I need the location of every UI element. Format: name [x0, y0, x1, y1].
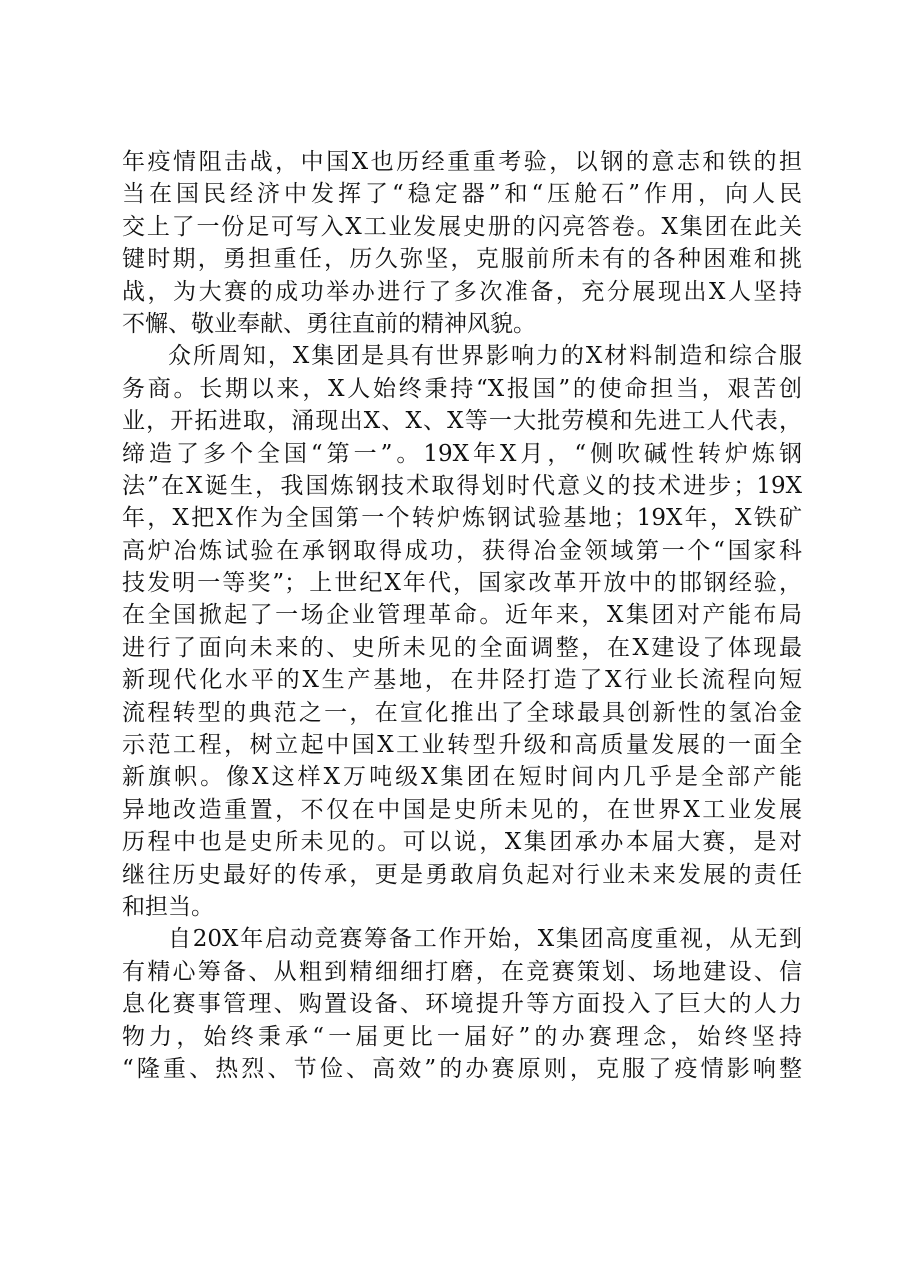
text-line: 技发明一等奖”；上世纪X年代，国家改革开放中的邯钢经验， — [122, 570, 802, 597]
paragraph-1 — [122, 146, 802, 340]
text-line: 示范工程，树立起中国X工业转型升级和高质量发展的一面全 — [122, 732, 802, 759]
text-line: 法”在X诞生，我国炼钢技术取得划时代意义的技术进步；19X — [122, 472, 802, 499]
text-line: 息化赛事管理、购置设备、环境提升等方面投入了巨大的人力 — [122, 991, 802, 1018]
text-line: 当在国民经济中发挥了“稳定器”和“压舱石”作用，向人民 — [122, 181, 802, 208]
text-line: 高炉冶炼试验在承钢取得成功，获得冶金领域第一个“国家科 — [122, 537, 802, 564]
text-line: 在全国掀起了一场企业管理革命。近年来，X集团对产能布局 — [122, 602, 802, 629]
text-line: 自20X年启动竞赛筹备工作开始，X集团高度重视，从无到 — [168, 926, 802, 953]
text-line: 历程中也是史所未见的。可以说，X集团承办本届大赛，是对 — [122, 829, 802, 856]
text-line: 业，开拓进取，涌现出X、X、X等一大批劳模和先进工人代表， — [122, 408, 802, 435]
text-line: 缔造了多个全国“第一”。19X年X月，“侧吹碱性转炉炼钢 — [122, 440, 802, 467]
text-line: 不懈、敬业奉献、勇往直前的精神风貌。 — [122, 310, 536, 337]
text-line: 年，X把X作为全国第一个转炉炼钢试验基地；19X年，X铁矿 — [122, 505, 802, 532]
text-line: 和担当。 — [122, 893, 214, 920]
text-line: 务商。长期以来，X人始终秉持“X报国”的使命担当，艰苦创 — [122, 375, 802, 402]
text-line: 战，为大赛的成功举办进行了多次准备，充分展现出X人坚持 — [122, 278, 802, 305]
text-line: 物力，始终秉承“一届更比一届好”的办赛理念，始终坚持 — [122, 1023, 802, 1050]
text-line: 交上了一份足可写入X工业发展史册的闪亮答卷。X集团在此关 — [122, 213, 802, 240]
text-line: 异地改造重置，不仅在中国是史所未见的，在世界X工业发展 — [122, 796, 802, 823]
text-line: 流程转型的典范之一，在宣化推出了全球最具创新性的氢冶金 — [122, 699, 802, 726]
document-body — [122, 146, 802, 1085]
text-line: 继往历史最好的传承，更是勇敢肩负起对行业未来发展的责任 — [122, 861, 802, 888]
text-line: 进行了面向未来的、史所未见的全面调整，在X建设了体现最 — [122, 634, 802, 661]
text-line: 众所周知，X集团是具有世界影响力的X材料制造和综合服 — [168, 343, 802, 370]
text-line: 新现代化水平的X生产基地，在井陉打造了X行业长流程向短 — [122, 667, 802, 694]
text-line: 新旗帜。像X这样X万吨级X集团在短时间内几乎是全部产能 — [122, 764, 802, 791]
text-line: 有精心筹备、从粗到精细细打磨，在竞赛策划、场地建设、信 — [122, 958, 802, 985]
text-line: 年疫情阻击战，中国X也历经重重考验，以钢的意志和铁的担 — [122, 149, 802, 175]
text-line: “隆重、热烈、节俭、高效”的办赛原则，克服了疫情影响整 — [122, 1055, 802, 1082]
paragraph-3 — [122, 923, 802, 1085]
text-line: 键时期，勇担重任，历久弥坚，克服前所未有的各种困难和挑 — [122, 246, 802, 273]
paragraph-2 — [122, 340, 802, 923]
